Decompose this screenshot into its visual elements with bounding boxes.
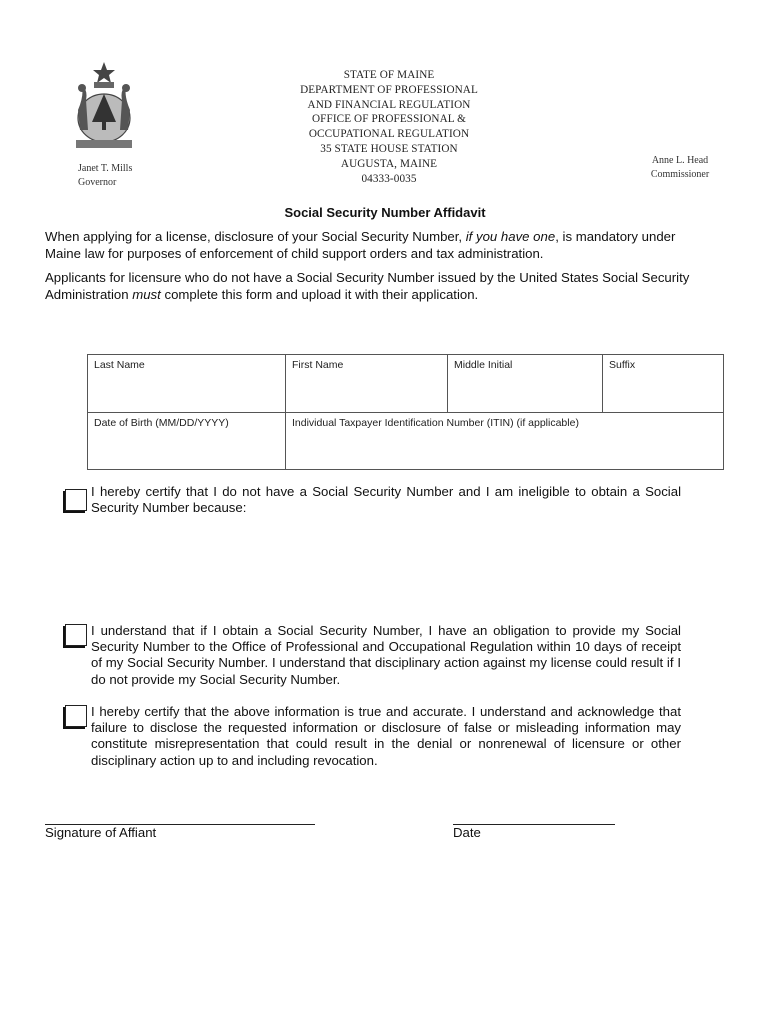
governor-name: Janet T. Mills — [78, 163, 133, 174]
agency-line: AND FINANCIAL REGULATION — [307, 98, 471, 111]
first-name-field[interactable] — [286, 355, 448, 413]
field-label: Middle Initial — [454, 359, 513, 371]
certification-no-ssn: I hereby certify that I do not have a Social Security Number and I am ineligible to obtain a Social Security Number because: — [91, 484, 681, 516]
itin-field[interactable] — [286, 413, 724, 470]
field-label: First Name — [292, 359, 344, 371]
last-name-field[interactable] — [88, 355, 286, 413]
date-label: Date — [453, 825, 481, 840]
signature-label: Signature of Affiant — [45, 825, 157, 840]
intro-emphasis: must — [132, 287, 161, 302]
agency-line: OFFICE OF PROFESSIONAL & — [312, 113, 466, 126]
intro-emphasis: if you have one — [465, 229, 556, 244]
governor-block — [78, 162, 132, 190]
governor-title: Governor — [78, 177, 117, 188]
state-seal-logo — [64, 60, 144, 150]
suffix-field[interactable] — [603, 355, 724, 413]
commissioner-block — [640, 154, 720, 182]
intro-text: complete this form and upload it with their application. — [160, 287, 479, 302]
agency-letterhead — [250, 68, 528, 186]
intro-text: Applicants for licensure who do not have a Social Security Number issued by the United States Social Security Administration — [45, 270, 690, 302]
agency-line: STATE OF MAINE — [343, 69, 435, 81]
intro-paragraph-1 — [45, 228, 695, 262]
certification-obligation: I understand that if I obtain a Social Security Number, I have an obligation to provide my Social Security Number to the Office of Professional and Occupational Regulation within 10 days of receipt of my Social Security Number. I understand that disciplinary action against my license could result if I do not provide my Social Security Number. — [91, 623, 681, 687]
obligation-checkbox[interactable] — [65, 624, 87, 646]
commissioner-name: Anne L. Head — [651, 155, 709, 166]
agency-line: DEPARTMENT OF PROFESSIONAL — [300, 83, 478, 96]
document-title: Social Security Number Affidavit — [284, 205, 486, 220]
middle-initial-field[interactable] — [448, 355, 603, 413]
applicant-info-table — [87, 354, 724, 470]
field-label: Individual Taxpayer Identification Number (ITIN) (if applicable) — [292, 417, 579, 429]
agency-line: AUGUSTA, MAINE — [340, 157, 438, 170]
commissioner-title: Commissioner — [650, 169, 710, 180]
agency-line: 04333-0035 — [361, 172, 417, 185]
no-ssn-checkbox[interactable] — [65, 489, 87, 511]
intro-paragraph-2 — [45, 269, 695, 303]
agency-line: 35 STATE HOUSE STATION — [320, 142, 458, 155]
intro-text: , is mandatory under Maine law for purposes of enforcement of child support orders and tax administration. — [45, 229, 676, 261]
intro-text: When applying for a license, disclosure of your Social Security Number, — [45, 229, 466, 244]
agency-line: OCCUPATIONAL REGULATION — [308, 128, 470, 141]
field-label: Suffix — [609, 359, 636, 371]
field-label: Last Name — [94, 359, 145, 371]
accuracy-checkbox[interactable] — [65, 705, 87, 727]
field-label: Date of Birth (MM/DD/YYYY) — [94, 417, 229, 429]
dob-field[interactable] — [88, 413, 286, 470]
certification-accuracy: I hereby certify that the above information is true and accurate. I understand and acknowledge that failure to disclose the requested information or disclosure of false or misleading information may constitute misrepresentation that could result in the denial or nonrenewal of licensure or other disciplinary action up to and including revocation. — [91, 704, 681, 768]
